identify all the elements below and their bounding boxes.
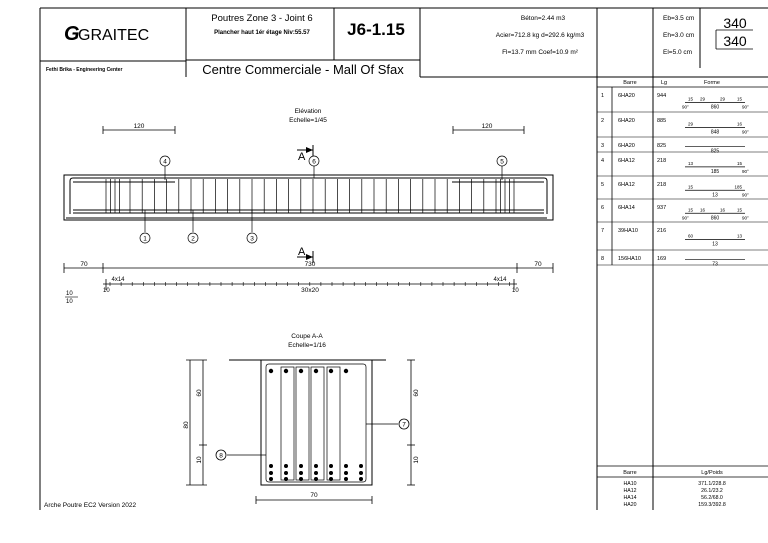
section-view <box>183 333 420 504</box>
weights-header-value: Lg/Poids <box>701 470 723 476</box>
bar-shape-dim-left: 15 <box>688 184 694 190</box>
section-right-bottom: 10 <box>413 456 420 464</box>
weights-row-value: 56.2/68.0 <box>701 495 723 501</box>
bottom-bar-dot <box>299 477 303 481</box>
schedule-row-barre: 6HA12 <box>618 182 635 188</box>
schedule-row-num: 8 <box>601 256 605 262</box>
schedule-row <box>597 93 768 112</box>
bar-shape-dim: 13 <box>712 241 718 248</box>
dim-center: 730 <box>304 261 316 268</box>
schedule-row-num: 7 <box>601 228 605 234</box>
bar-shape-dim-left: 29 <box>688 121 694 127</box>
bar-shape-dim-left: 13 <box>688 160 694 166</box>
elevation-view <box>64 108 553 305</box>
bar-shape-dim: 848 <box>710 129 720 136</box>
schedule-row-lg: 216 <box>657 228 667 234</box>
bar-shape-dim-right: 185 <box>734 184 742 190</box>
bar-shape-dim-left: 15 <box>688 207 694 213</box>
logo <box>64 23 149 45</box>
stirrups-right: 4x14 <box>493 277 507 283</box>
bottom-bar-dot <box>314 477 318 481</box>
bottom-bar-dot <box>269 477 273 481</box>
bar-schedule <box>597 80 768 508</box>
elevation-title: Elévation <box>294 108 322 115</box>
weights-row-value: 371.1/228.8 <box>698 481 726 487</box>
cover-eh: Eh=3.0 cm <box>663 32 695 39</box>
schedule-row-lg: 218 <box>657 182 667 188</box>
bar-shape-angle: 90° <box>682 215 689 221</box>
top-bar-dot <box>269 369 273 373</box>
bar-shape-dim: 825 <box>710 148 720 155</box>
schedule-row-barre: 6HA20 <box>618 118 635 124</box>
bottom-bar-dot <box>329 471 333 475</box>
schedule-row <box>597 118 768 137</box>
schedule-row-barre: 6HA20 <box>618 143 635 149</box>
schedule-row-num: 3 <box>601 143 605 149</box>
schedule-row <box>597 143 768 154</box>
bar-shape-dim-right: 16 <box>736 121 742 127</box>
bottom-bar-dot <box>329 464 333 468</box>
bar-shape-dim-inner: 16 <box>700 207 706 213</box>
schedule-row-lg: 885 <box>657 118 667 124</box>
section-scale: Echelle=1/16 <box>288 342 326 349</box>
weights-row <box>624 502 726 508</box>
callout-3: 3 <box>250 235 254 243</box>
elevation-scale: Echelle=1/45 <box>289 117 327 124</box>
bottom-bar-dot <box>329 477 333 481</box>
bar-shape-dim: 185 <box>710 168 720 175</box>
mark-right: 10 <box>512 288 519 294</box>
callout-5: 5 <box>500 158 504 166</box>
bar-shape-dim-left: 15 <box>688 96 694 102</box>
section-height-bottom: 10 <box>196 456 203 464</box>
bottom-bar-dot <box>344 471 348 475</box>
schedule-row-barre: 39HA10 <box>618 228 638 234</box>
bar-shape-dim-right: 15 <box>736 207 742 213</box>
weights-row-barre: HA10 <box>623 481 637 487</box>
bar-shape-dim-left: 60 <box>688 233 694 239</box>
level-label: Plancher haut 1ér étage Niv:55.57 <box>214 30 310 36</box>
weights-row-barre: HA12 <box>623 488 637 494</box>
schedule-header-barre: Barre <box>623 80 637 86</box>
callout-2: 2 <box>191 235 195 243</box>
stirrups-left: 4x14 <box>111 277 125 283</box>
mark-left-num: 10 <box>66 291 73 297</box>
schedule-row-barre: 6HA14 <box>618 205 635 211</box>
stirrups-center: 30x20 <box>301 287 319 294</box>
weights-row <box>624 488 723 494</box>
schedule-row-lg: 825 <box>657 143 667 149</box>
weights-row <box>624 495 723 501</box>
fire-info: Fl=13.7 mm Coef=10.9 m² <box>502 49 578 56</box>
section-mark-top: A <box>298 151 306 163</box>
dim-top-right: 120 <box>481 123 493 130</box>
bar-shape-dim-inner: 29 <box>700 96 706 102</box>
bar-shape-angle: 90° <box>742 168 749 174</box>
schedule-row-barre: 6HA12 <box>618 158 635 164</box>
schedule-header-lg: Lg <box>660 80 668 86</box>
bottom-bar-dot <box>314 464 318 468</box>
schedule-row-barre: 6HA20 <box>618 93 635 99</box>
weights-row-value: 26.1/23.2 <box>701 488 723 494</box>
bottom-bar-dot <box>359 464 363 468</box>
bar-shape-dim-right: 15 <box>736 160 742 166</box>
bar-shape-angle: 90° <box>742 129 749 135</box>
callout-1: 1 <box>143 235 147 243</box>
size-value-1: 340 <box>723 15 747 31</box>
schedule-row <box>597 228 768 250</box>
top-bar-dot <box>284 369 288 373</box>
software-version: Arche Poutre EC2 Version 2022 <box>44 502 137 509</box>
bar-shape-angle: 90° <box>682 104 689 110</box>
bottom-bar-dot <box>344 464 348 468</box>
callout-4: 4 <box>163 158 167 166</box>
bar-shape-dim: 860 <box>710 215 720 222</box>
bottom-bar-dot <box>359 477 363 481</box>
schedule-row <box>597 256 768 267</box>
mark-left-den: 10 <box>66 299 73 305</box>
logo-icon: G <box>64 23 80 45</box>
dim-left: 70 <box>80 261 88 268</box>
bar-shape-dim: 860 <box>710 104 720 111</box>
schedule-row-lg: 944 <box>657 93 667 99</box>
callout-6: 6 <box>312 158 316 166</box>
schedule-row <box>597 158 768 176</box>
bar-shape-angle: 90° <box>742 104 749 110</box>
schedule-row-lg: 169 <box>657 256 667 262</box>
schedule-row-barre: 156HA10 <box>618 256 641 262</box>
schedule-row-num: 5 <box>601 182 605 188</box>
dim-right: 70 <box>534 261 542 268</box>
drawing-title: Poutres Zone 3 - Joint 6 <box>211 13 313 24</box>
section-height-total: 80 <box>183 421 190 429</box>
weights-header-barre: Barre <box>623 470 637 476</box>
top-bar-dot <box>299 369 303 373</box>
top-bar-dot <box>314 369 318 373</box>
cover-eb: Eb=3.5 cm <box>663 15 695 22</box>
logo-text: GRAITEC <box>78 27 150 44</box>
bottom-bar-dot <box>284 464 288 468</box>
drawing-code: J6-1.15 <box>347 20 405 39</box>
bar-shape-dim-right: 15 <box>736 96 742 102</box>
section-callout-8: 8 <box>219 452 223 460</box>
bottom-bar-dot <box>299 471 303 475</box>
bar-shape-angle: 90° <box>742 192 749 198</box>
section-title: Coupe A-A <box>291 333 323 340</box>
project-name: Centre Commerciale - Mall Of Sfax <box>202 62 404 77</box>
schedule-row-num: 1 <box>601 93 605 99</box>
weights-row-value: 159.3/392.8 <box>698 502 726 508</box>
bar-shape-dim-inner: 16 <box>720 207 726 213</box>
schedule-row-lg: 218 <box>657 158 667 164</box>
bottom-bar-dot <box>359 471 363 475</box>
schedule-row-num: 2 <box>601 118 605 124</box>
top-bar-dot <box>344 369 348 373</box>
weights-row <box>624 481 726 487</box>
schedule-header-forme: Forme <box>704 80 720 86</box>
cover-el: El=5.0 cm <box>663 49 693 56</box>
size-value-2: 340 <box>723 33 747 49</box>
concrete-volume: Béton=2.44 m3 <box>520 15 566 22</box>
section-height-top: 60 <box>196 389 203 397</box>
bottom-bar-dot <box>284 477 288 481</box>
schedule-row-num: 6 <box>601 205 605 211</box>
schedule-row-num: 4 <box>601 158 605 164</box>
section-callout-7: 7 <box>402 421 406 429</box>
schedule-row <box>597 205 768 222</box>
schedule-row-lg: 937 <box>657 205 667 211</box>
bar-shape-dim: 73 <box>712 261 718 268</box>
bottom-bar-dot <box>344 477 348 481</box>
bottom-bar-dot <box>299 464 303 468</box>
company-name: Fethi Brika - Engineering Center <box>46 67 123 73</box>
bottom-bar-dot <box>284 471 288 475</box>
bottom-bar-dot <box>269 464 273 468</box>
dim-top-left: 120 <box>133 123 145 130</box>
section-mark-bottom: A <box>298 246 306 258</box>
section-right-top: 60 <box>413 389 420 397</box>
bar-shape-dim-inner: 29 <box>720 96 726 102</box>
steel-weight: Acier=712.8 kg d=292.6 kg/m3 <box>495 32 585 39</box>
top-bar-dot <box>329 369 333 373</box>
bar-shape-angle: 90° <box>742 215 749 221</box>
bar-shape-dim-right: 13 <box>736 233 742 239</box>
bar-shape-dim: 13 <box>712 192 718 199</box>
weights-row-barre: HA20 <box>623 502 637 508</box>
bottom-bar-dot <box>314 471 318 475</box>
weights-row-barre: HA14 <box>623 495 637 501</box>
bottom-bar-dot <box>269 471 273 475</box>
section-width: 70 <box>310 492 318 499</box>
schedule-row <box>597 182 768 199</box>
mark-left-small: 10 <box>103 288 110 294</box>
